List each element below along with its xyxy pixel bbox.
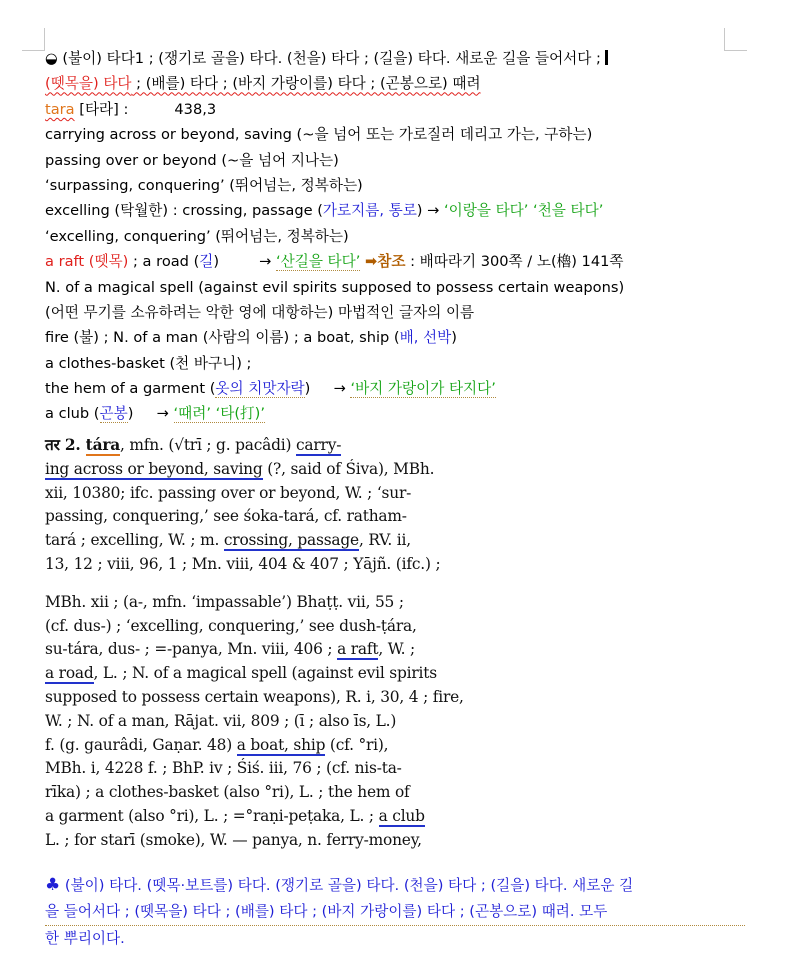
line-9-red: a raft (뗏목) (45, 253, 129, 271)
scan-underlined: ing across or beyond, saving (45, 459, 263, 478)
dictionary-scan-image (45, 434, 490, 848)
headword-tara: tara (45, 100, 75, 118)
scan-line: MBh. i, 4228 f. ; BhP. iv ; Śiś. iii, 76 ; (cf. nis-ta- (45, 759, 402, 778)
line-3 (45, 97, 745, 122)
line-5: passing over or beyond (~을 넘어 지나는) (45, 151, 339, 169)
line-14 (45, 376, 745, 401)
scan-text: f. (g. gaurâdi, Gaṇar. 48) (45, 735, 237, 754)
line-9-close: ) (213, 253, 220, 271)
line-9-green: ‘산길을 타다’ (275, 253, 361, 271)
half-circle-bullet-icon: ◒ (45, 50, 58, 67)
raft-phrase: (뗏목을) 타다 (45, 75, 132, 93)
scan-line (45, 734, 490, 758)
line-7-blue: 가로지름, 통로 (322, 202, 417, 220)
scan-text: , L. ; N. of a magical spell (against evil spirits (93, 664, 437, 683)
line-7-green: ‘이랑을 타다’ ‘천을 타다’ (444, 202, 604, 220)
summary-row (45, 872, 745, 899)
club-icon: ♣ (45, 875, 61, 895)
arrow-icon: → (156, 405, 169, 423)
summary-row: 한 뿌리이다. (45, 930, 125, 947)
scan-underlined: a raft (337, 640, 379, 659)
line-2-text: ; (배를) 타다 ; (바지 가랑이를) 타다 ; (곤봉으로) 때려 (131, 75, 481, 93)
scan-line (45, 434, 490, 458)
scan-line (45, 458, 490, 482)
line-15 (45, 401, 745, 426)
line-4: carrying across or beyond, saving (~을 넘어 또는 가로질러 데리고 가는, 구하는) (45, 126, 593, 144)
scan-line: passing, conquering,’ see śoka-tará, cf. ratham- (45, 507, 407, 526)
line-12-blue: 배, 선박 (399, 329, 452, 347)
line-7 (45, 198, 745, 223)
scan-text: , mfn. (√trī ; g. pacâdi) (120, 436, 296, 454)
line-14-close: ) (304, 380, 311, 398)
line-9 (45, 249, 745, 274)
line-6: ‘surpassing, conquering’ (뛰어넘는, 정복하는) (45, 176, 363, 194)
line-15-close: ) (127, 405, 134, 423)
scan-text: (?, said of Śiva), MBh. (262, 459, 435, 478)
scan-line: L. ; for starī (smoke), W. — panya, n. ferry-money, (45, 830, 422, 849)
line-15-green: ‘때려’ ‘타(打)’ (173, 405, 265, 423)
page-corner-mark-top-left (22, 28, 45, 51)
line-2 (45, 71, 745, 96)
scan-underlined: a boat, ship (236, 735, 326, 754)
line-8: ‘excelling, conquering’ (뛰어넘는, 정복하는) (45, 227, 349, 245)
scan-line (45, 638, 490, 662)
headword-reading: [타라] : (79, 100, 129, 118)
scan-text: (cf. °ri), (325, 735, 389, 754)
line-9-mid: ; a road ( (128, 253, 200, 271)
scan-line: supposed to possess certain weapons), R. i, 30, 4 ; fire, (45, 687, 464, 706)
scan-line (45, 662, 490, 686)
line-1-text: (불이) 타다1 ; (쟁기로 골을) 타다. (천을) 타다 ; (길을) 타다. 새로운 길을 들어서다 ; (62, 50, 601, 67)
line-1 (45, 46, 745, 71)
line-9-tail: : 배따라기 300쪽 / 노(櫓) 141쪽 (405, 253, 624, 271)
scan-line: rīka) ; a clothes-basket (also °ri), L. ; the hem of (45, 783, 410, 802)
scan-gap (45, 577, 490, 591)
scan-headword: तर 2. (45, 436, 86, 454)
line-7-close: ) (416, 202, 423, 220)
summary-text: (불이) 타다. (뗏목·보트를) 타다. (쟁기로 골을) 타다. (천을) 타다 ; (길을) 타다. 새로운 길 (60, 877, 634, 894)
reference-arrow-icon: ➡참조 (365, 253, 406, 271)
scan-underlined: crossing, passage (223, 531, 359, 550)
scan-line: W. ; N. of a man, Rājat. vii, 809 ; (ī ; also īs, L.) (45, 711, 397, 730)
scan-text: , RV. ii, (358, 531, 411, 550)
summary-row: 을 들어서다 ; (뗏목을) 타다 ; (배를) 타다 ; (바지 가랑이를) 타다 ; (곤봉으로) 때려. 모두 (45, 899, 745, 927)
scan-text: a garment (also °ri), L. ; =°raṇi-peṭaka, L. ; (45, 806, 379, 825)
line-14-blue: 옷의 치맛자락 (215, 380, 305, 398)
scan-underlined: a road (45, 664, 94, 683)
scan-text: su-tára, dus- ; =-panya, Mn. viii, 406 ; (45, 640, 338, 659)
headword-reference: 438,3 (174, 100, 217, 118)
line-12-text: fire (불) ; N. of a man (사람의 이름) ; a boat, ship ( (45, 329, 400, 347)
scan-underlined: carry- (295, 436, 342, 454)
scan-line: 13, 12 ; viii, 96, 1 ; Mn. viii, 404 & 407 ; Yājñ. (ifc.) ; (45, 554, 441, 573)
line-14-green: ‘바지 가랑이가 타지다’ (350, 380, 496, 398)
line-15-text: a club ( (45, 405, 100, 423)
scan-tara: tára (85, 436, 121, 454)
line-12 (45, 325, 745, 350)
line-9-blue: 길 (199, 253, 214, 271)
line-14-text: the hem of a garment ( (45, 380, 216, 398)
scan-text: , W. ; (378, 640, 416, 659)
scan-line (45, 529, 490, 553)
line-15-blue: 곤봉 (99, 405, 128, 423)
arrow-icon: → (427, 202, 440, 220)
line-10: N. of a magical spell (against evil spirits supposed to possess certain weapons) (45, 278, 625, 296)
arrow-icon: → (333, 380, 346, 398)
scan-underlined: a club (378, 806, 425, 825)
line-12-close: ) (451, 329, 457, 347)
summary-paragraph (45, 872, 745, 953)
line-13: a clothes-basket (천 바구니) ; (45, 354, 252, 372)
scan-line: (cf. dus-) ; ‘excelling, conquering,’ see dush-ṭára, (45, 616, 417, 635)
scan-line: xii, 10380; ifc. passing over or beyond, W. ; ‘sur- (45, 483, 412, 502)
scan-text: tará ; excelling, W. ; m. (45, 531, 224, 550)
document-body (45, 46, 745, 427)
text-cursor (605, 50, 608, 65)
scan-line (45, 805, 490, 829)
line-7-text: excelling (탁월한) : crossing, passage ( (45, 202, 323, 220)
line-11: (어떤 무기를 소유하려는 악한 영에 대항하는) 마법적인 글자의 이름 (45, 303, 475, 321)
scan-line: MBh. xii ; (a-, mfn. ‘impassable’) Bhaṭṭ. vii, 55 ; (45, 592, 404, 611)
arrow-icon: → (259, 253, 272, 271)
